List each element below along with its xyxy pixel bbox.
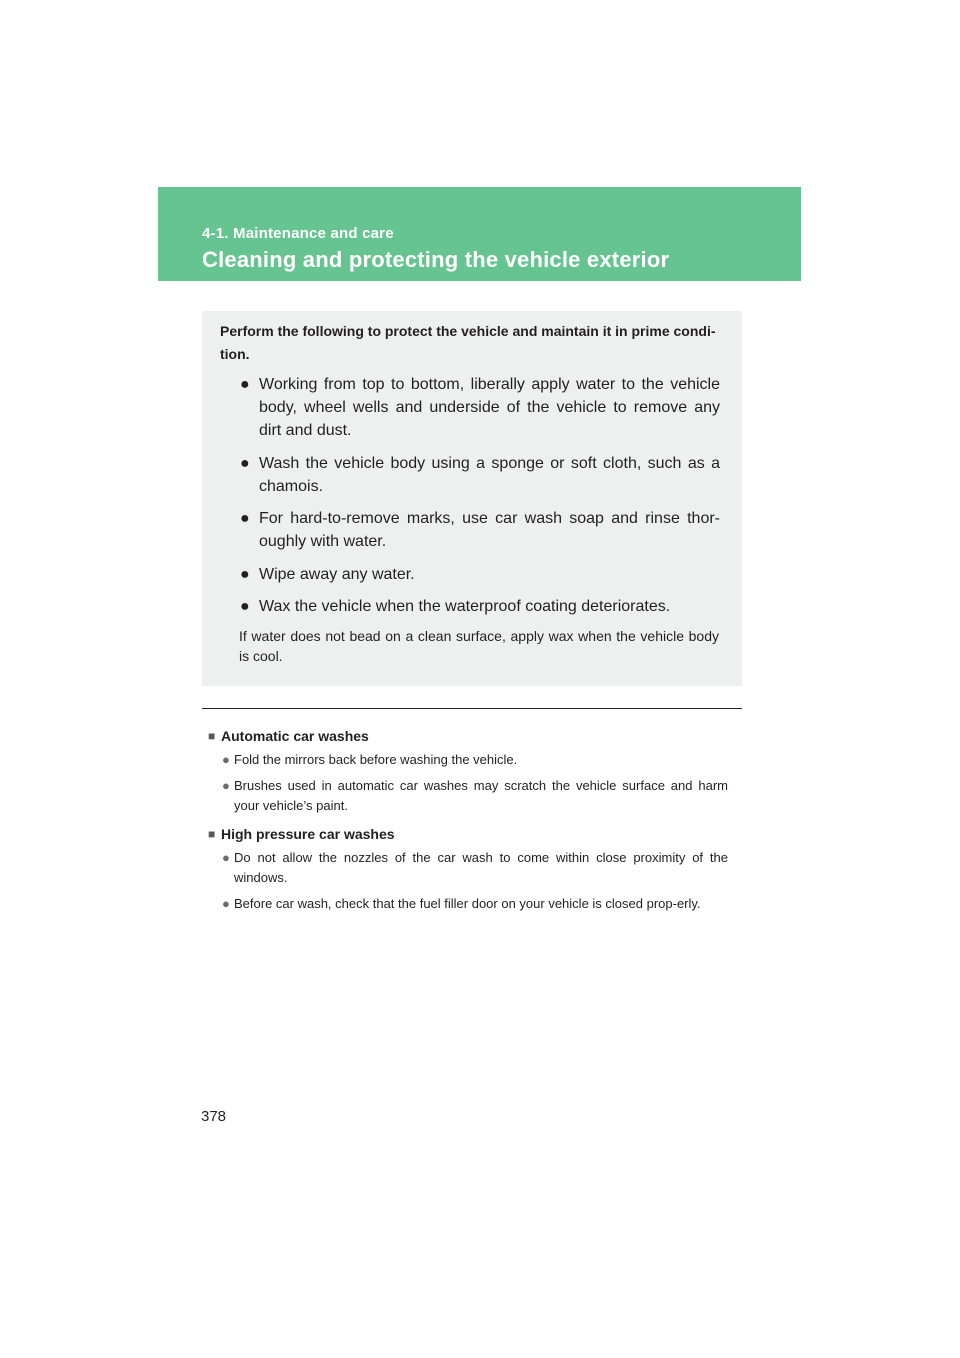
note-item-text: Brushes used in automatic car washes may scratch the vehicle surface and harm your vehicle’s paint. (234, 778, 728, 813)
procedure-intro: Perform the following to protect the vehicle and maintain it in prime condi-tion. (220, 323, 716, 362)
step-text: For hard-to-remove marks, use car wash soap and rinse thor-oughly with water. (259, 510, 720, 550)
procedure-steps (240, 373, 720, 628)
section-divider (202, 708, 742, 709)
step-text: Wax the vehicle when the waterproof coating deteriorates. (259, 598, 671, 615)
bullet-icon: ● (240, 565, 250, 583)
square-bullet-icon: ■ (208, 827, 216, 841)
bullet-icon: ● (240, 376, 250, 393)
note-heading (208, 724, 728, 748)
notes-section (208, 724, 728, 920)
bullet-icon: ● (222, 850, 230, 865)
note-item (208, 848, 728, 888)
step-text: Wipe away any water. (259, 565, 415, 583)
procedure-step (240, 563, 720, 586)
page-title: Cleaning and protecting the vehicle exterior (202, 247, 670, 272)
note-heading (208, 822, 728, 846)
page-number: 378 (201, 1108, 227, 1125)
step-text: Wash the vehicle body using a sponge or soft cloth, such as a chamois. (259, 454, 720, 495)
note-item-text: Before car wash, check that the fuel filler door on your vehicle is closed prop-erly. (234, 896, 701, 911)
bullet-icon: ● (240, 454, 250, 472)
note-item (208, 776, 728, 816)
bullet-icon: ● (240, 598, 250, 615)
note-heading-text: Automatic car washes (221, 728, 369, 744)
note-item (208, 894, 728, 914)
procedure-step (240, 373, 720, 442)
bullet-icon: ● (222, 778, 230, 793)
bullet-icon: ● (222, 752, 230, 767)
note-heading-text: High pressure car washes (221, 826, 395, 842)
note-item-text: Do not allow the nozzles of the car wash to come within close proximity of the windows. (234, 850, 728, 885)
procedure-step (240, 452, 720, 498)
wax-note: If water does not bead on a clean surface, apply wax when the vehicle body is cool. (239, 628, 719, 664)
note-item (208, 750, 728, 770)
bullet-icon: ● (240, 510, 250, 527)
section-label: 4-1. Maintenance and care (202, 225, 394, 242)
procedure-step (240, 595, 720, 618)
bullet-icon: ● (222, 896, 230, 911)
note-item-text: Fold the mirrors back before washing the vehicle. (234, 752, 518, 767)
procedure-box (202, 311, 742, 686)
section-header-band (158, 187, 801, 281)
step-text: Working from top to bottom, liberally apply water to the vehicle body, wheel wells and underside of the vehicle to remove any dirt and dust. (259, 376, 720, 439)
procedure-step (240, 507, 720, 553)
square-bullet-icon: ■ (208, 729, 216, 743)
